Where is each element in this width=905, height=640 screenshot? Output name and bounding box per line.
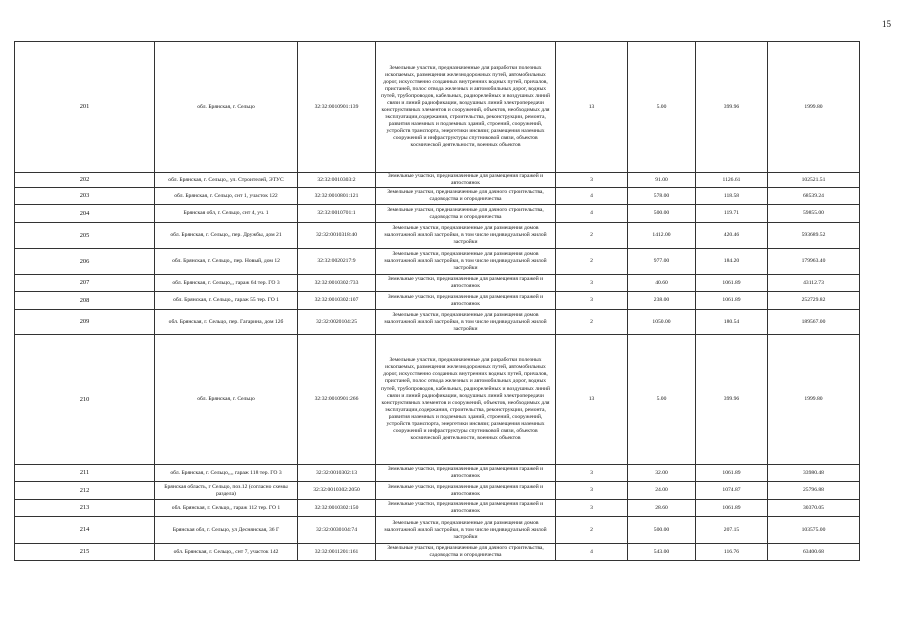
group-cell: 13	[556, 42, 628, 173]
address-cell: Брянская обл, г. Сельцо, ул Деснянская, 36 Г	[155, 517, 298, 544]
group-cell: 2	[556, 517, 628, 544]
area-cell: 500.00	[628, 205, 696, 223]
specific-value-cell: 420.46	[696, 223, 768, 249]
table-row	[15, 292, 860, 310]
area-cell: 32.00	[628, 465, 696, 482]
row-number: 214	[15, 517, 155, 544]
group-cell: 3	[556, 275, 628, 292]
permitted-use-cell: Земельные участки, предназначенные для разработки полезных ископаемых, размещения железнодорожных путей, автомобильных дорог, искусственно созданных внутренних водных путей, причалов, пристаней, полос отвода железных и автомобильных дорог, водных путей, трубопроводов, кабельных, радиорелейных и воздушных линий связи и линий радиофикации, воздушных линий электропередачи конструктивных элементов и сооружений, объектов, необходимых для эксплуатации,содержания, строительства, реконструкции, ремонта, развития наземных и подземных зданий, строений, сооружений, устройств транспорта, энергетики инсвязи; размещения наземных сооружений и инфраструктуры спутниковой связи, объектов космической деятельности, военных объектов	[376, 335, 556, 465]
area-cell: 578.00	[628, 188, 696, 205]
permitted-use-cell: Земельные участки, предназначенные для размещения гаражей и автостоянок	[376, 292, 556, 310]
specific-value-cell: 184.20	[696, 249, 768, 275]
group-cell: 13	[556, 335, 628, 465]
address-cell: обл. Брянская, г. Сельцо,, ул. Строителей, ЭТУС	[155, 173, 298, 188]
area-cell: 40.60	[628, 275, 696, 292]
specific-value-cell: 1061.89	[696, 465, 768, 482]
page-number: 15	[882, 19, 891, 29]
cadastral-value-cell: 179963.40	[768, 249, 860, 275]
table-row	[15, 335, 860, 465]
area-cell: 5.00	[628, 42, 696, 173]
row-number: 209	[15, 310, 155, 335]
cadastral-value-cell: 68539.24	[768, 188, 860, 205]
cadastral-value-cell: 189567.00	[768, 310, 860, 335]
row-number: 213	[15, 500, 155, 517]
area-cell: 543.00	[628, 544, 696, 561]
address-cell: обл. Брянская, г. Сельцо,, снт 7, участок 142	[155, 544, 298, 561]
specific-value-cell: 1061.89	[696, 275, 768, 292]
cadastral-value-cell: 59855.00	[768, 205, 860, 223]
cadastral-number-cell: 32:32:0020217:9	[298, 249, 376, 275]
group-cell: 3	[556, 292, 628, 310]
cadastral-number-cell: 32:32:0030104:74	[298, 517, 376, 544]
address-cell: обл. Брянская, г. Сельцо,,,, гараж 118 тер. ГО 3	[155, 465, 298, 482]
table-row	[15, 544, 860, 561]
table-row	[15, 517, 860, 544]
specific-value-cell: 1074.87	[696, 482, 768, 500]
table-row	[15, 223, 860, 249]
address-cell: обл. Брянская, г. Сельцо,, пер. Новый, дом 12	[155, 249, 298, 275]
permitted-use-cell: Земельные участки, предназначенные для размещения гаражей и автостоянок	[376, 275, 556, 292]
area-cell: 500.00	[628, 517, 696, 544]
cadastral-number-cell: 32:32:0010901:266	[298, 335, 376, 465]
row-number: 205	[15, 223, 155, 249]
row-number: 204	[15, 205, 155, 223]
permitted-use-cell: Земельные участки, предназначенные для размещения гаражей и автостоянок	[376, 173, 556, 188]
table-row	[15, 500, 860, 517]
specific-value-cell: 399.96	[696, 335, 768, 465]
row-number: 202	[15, 173, 155, 188]
cadastral-number-cell: 32:32:0010701:1	[298, 205, 376, 223]
land-plot-register-table	[14, 41, 860, 561]
permitted-use-cell: Земельные участки, предназначенные для размещения домов малоэтажной жилой застройки, в том числе индивидуальной жилой застройки	[376, 310, 556, 335]
permitted-use-cell: Земельные участки, предназначенные для дачного строительства, садоводства и огородничества	[376, 205, 556, 223]
group-cell: 4	[556, 205, 628, 223]
specific-value-cell: 1061.89	[696, 292, 768, 310]
group-cell: 2	[556, 249, 628, 275]
table-row	[15, 42, 860, 173]
group-cell: 3	[556, 482, 628, 500]
cadastral-value-cell: 1999.80	[768, 42, 860, 173]
address-cell: Брянская обл, г. Сельцо, снт 4, уч. 1	[155, 205, 298, 223]
cadastral-value-cell: 33980.48	[768, 465, 860, 482]
table-row	[15, 173, 860, 188]
table-row	[15, 310, 860, 335]
row-number: 207	[15, 275, 155, 292]
specific-value-cell: 119.71	[696, 205, 768, 223]
group-cell: 2	[556, 310, 628, 335]
group-cell: 4	[556, 188, 628, 205]
permitted-use-cell: Земельные участки, предназначенные для размещения гаражей и автостоянок	[376, 465, 556, 482]
row-number: 211	[15, 465, 155, 482]
cadastral-value-cell: 30370.05	[768, 500, 860, 517]
group-cell: 3	[556, 173, 628, 188]
specific-value-cell: 118.58	[696, 188, 768, 205]
area-cell: 1050.00	[628, 310, 696, 335]
address-cell: обл. Брянская, г. Сельцо, пер. Гагарина, дом 12б	[155, 310, 298, 335]
cadastral-number-cell: 32:32:0010302:733	[298, 275, 376, 292]
cadastral-number-cell: 32:32:0011201:161	[298, 544, 376, 561]
row-number: 208	[15, 292, 155, 310]
group-cell: 3	[556, 500, 628, 517]
group-cell: 4	[556, 544, 628, 561]
area-cell: 91.00	[628, 173, 696, 188]
cadastral-value-cell: 1999.80	[768, 335, 860, 465]
area-cell: 24.00	[628, 482, 696, 500]
permitted-use-cell: Земельные участки, предназначенные для размещения гаражей и автостоянок	[376, 482, 556, 500]
area-cell: 28.60	[628, 500, 696, 517]
row-number: 206	[15, 249, 155, 275]
row-number: 203	[15, 188, 155, 205]
permitted-use-cell: Земельные участки, предназначенные для размещения домов малоэтажной жилой застройки, в том числе индивидуальной жилой застройки	[376, 223, 556, 249]
cadastral-number-cell: 32:32:0010302:13	[298, 465, 376, 482]
specific-value-cell: 1061.89	[696, 500, 768, 517]
table-row	[15, 205, 860, 223]
row-number: 201	[15, 42, 155, 173]
permitted-use-cell: Земельные участки, предназначенные для размещения гаражей и автостоянок	[376, 500, 556, 517]
cadastral-number-cell: 32:32:0010302:107	[298, 292, 376, 310]
address-cell: Брянская область, г Сельцо, поз.12 (согласно схемы раздела)	[155, 482, 298, 500]
table-row	[15, 465, 860, 482]
permitted-use-cell: Земельные участки, предназначенные для дачного строительства, садоводства и огородничества	[376, 544, 556, 561]
permitted-use-cell: Земельные участки, предназначенные для дачного строительства, садоводства и огородничества	[376, 188, 556, 205]
cadastral-number-cell: 32:32:0010318:40	[298, 223, 376, 249]
row-number: 210	[15, 335, 155, 465]
specific-value-cell: 399.96	[696, 42, 768, 173]
specific-value-cell: 180.54	[696, 310, 768, 335]
cadastral-number-cell: 32:32:0010801:121	[298, 188, 376, 205]
address-cell: обл. Брянская, г. Сельцо, снт 1, участок 122	[155, 188, 298, 205]
permitted-use-cell: Земельные участки, предназначенные для размещения домов малоэтажной жилой застройки, в том числе индивидуальной жилой застройки	[376, 517, 556, 544]
cadastral-value-cell: 63400.68	[768, 544, 860, 561]
table-row	[15, 482, 860, 500]
row-number: 212	[15, 482, 155, 500]
row-number: 215	[15, 544, 155, 561]
table-row	[15, 188, 860, 205]
cadastral-value-cell: 252729.82	[768, 292, 860, 310]
cadastral-number-cell: 32:32:0020104:25	[298, 310, 376, 335]
address-cell: обл. Брянская, г. Сельцо	[155, 335, 298, 465]
area-cell: 5.00	[628, 335, 696, 465]
address-cell: обл. Брянская, г. Сельцо	[155, 42, 298, 173]
table-row	[15, 275, 860, 292]
area-cell: 1412.00	[628, 223, 696, 249]
specific-value-cell: 207.15	[696, 517, 768, 544]
permitted-use-cell: Земельные участки, предназначенные для разработки полезных ископаемых, размещения железнодорожных путей, автомобильных дорог, искусственно созданных внутренних водных путей, причалов, пристаней, полос отвода железных и автомобильных дорог, водных путей, трубопроводов, кабельных, радиорелейных и воздушных линий связи и линий радиофикации, воздушных линий электропередачи конструктивных элементов и сооружений, объектов, необходимых для эксплуатации,содержания, строительства, реконструкции, ремонта, развития наземных и подземных зданий, строений, сооружений, устройств транспорта, энергетики инсвязи; размещения наземных сооружений и инфраструктуры спутниковой связи, объектов космической деятельности, военных объектов	[376, 42, 556, 173]
cadastral-value-cell: 593689.52	[768, 223, 860, 249]
address-cell: обл. Брянская, г. Сельцо,, гараж 112 тер. ГО 1	[155, 500, 298, 517]
cadastral-number-cell: 32:32:0010302:150	[298, 500, 376, 517]
area-cell: 238.00	[628, 292, 696, 310]
address-cell: обл. Брянская, г. Сельцо,, пер. Дружбы, дом 21	[155, 223, 298, 249]
area-cell: 977.00	[628, 249, 696, 275]
address-cell: обл. Брянская, г. Сельцо,, гараж 55 тер. ГО 1	[155, 292, 298, 310]
group-cell: 2	[556, 223, 628, 249]
cadastral-number-cell: 32:32:0010302:2050	[298, 482, 376, 500]
cadastral-value-cell: 102521.51	[768, 173, 860, 188]
cadastral-number-cell: 32:32:0010303:2	[298, 173, 376, 188]
table-row	[15, 249, 860, 275]
specific-value-cell: 116.76	[696, 544, 768, 561]
cadastral-value-cell: 103575.00	[768, 517, 860, 544]
address-cell: обл. Брянская, г. Сельцо,,, гараж 64 тер. ГО 3	[155, 275, 298, 292]
group-cell: 3	[556, 465, 628, 482]
cadastral-number-cell: 32:32:0010901:139	[298, 42, 376, 173]
cadastral-value-cell: 25796.88	[768, 482, 860, 500]
permitted-use-cell: Земельные участки, предназначенные для размещения домов малоэтажной жилой застройки, в том числе индивидуальной жилой застройки	[376, 249, 556, 275]
specific-value-cell: 1126.61	[696, 173, 768, 188]
cadastral-value-cell: 43112.73	[768, 275, 860, 292]
